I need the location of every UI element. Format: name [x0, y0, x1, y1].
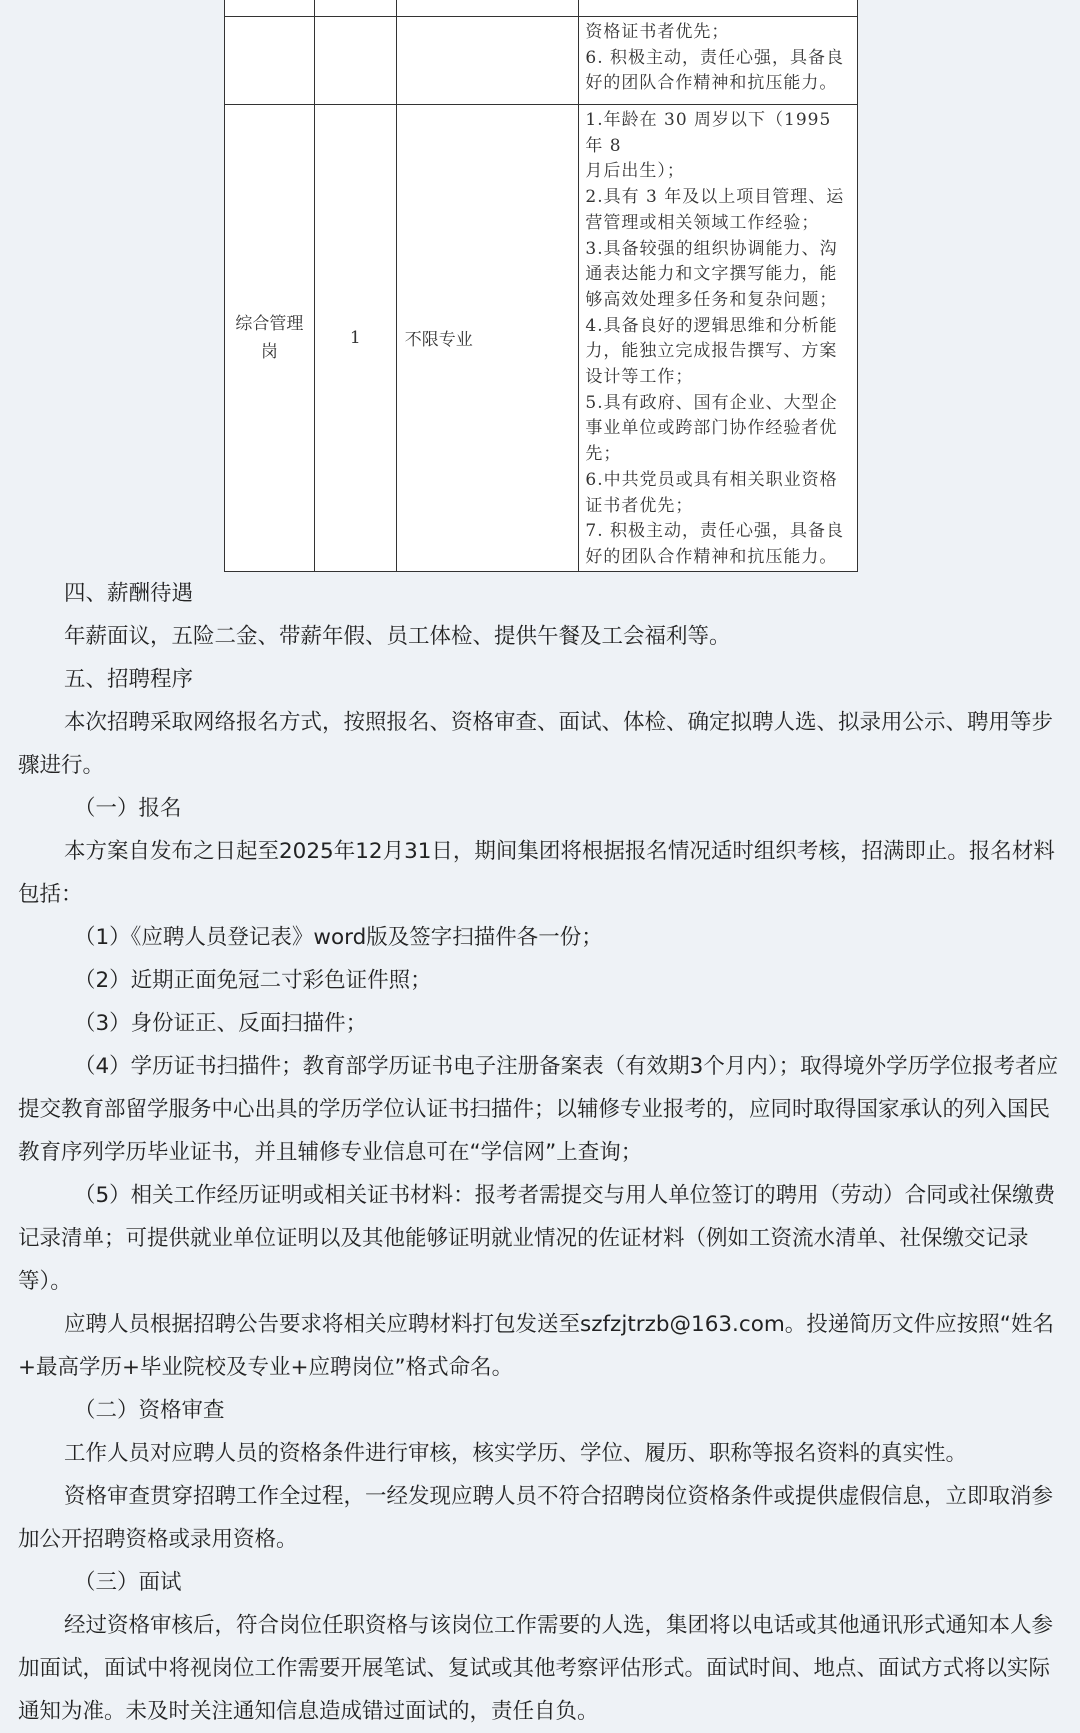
list-item: （3）身份证正、反面扫描件；	[74, 1011, 368, 1036]
paragraph: 应聘人员根据招聘公告要求将相关应聘材料打包发送至szfzjtrzb@163.com。投递简历文件应按照“姓名+最高学历+毕业院校及专业+应聘岗位”格式命名。	[18, 1312, 1054, 1380]
cell-post	[225, 17, 315, 105]
section-heading: 四、薪酬待遇	[64, 581, 194, 606]
cell-count	[314, 17, 396, 105]
paragraph: 年薪面议，五险二金、带薪年假、员工体检、提供午餐及工会福利等。	[64, 624, 731, 649]
paragraph: 本次招聘采取网络报名方式，按照报名、资格审查、面试、体检、确定拟聘人选、拟录用公示、聘用等步骤进行。	[18, 710, 1054, 778]
requirement-line: 设计等工作；	[585, 367, 694, 388]
requirement-line: 6. 积极主动，责任心强，具备良	[585, 47, 844, 68]
section-heading: 五、招聘程序	[64, 667, 194, 692]
cell-major: 不限专业	[396, 105, 579, 572]
table-row	[225, 105, 858, 572]
subsection-heading: （三）面试	[74, 1570, 182, 1595]
header-requirements	[579, 0, 858, 17]
cell-requirements	[579, 17, 858, 105]
paragraph: 工作人员对应聘人员的资格条件进行审核，核实学历、学位、履历、职称等报名资料的真实性。	[64, 1441, 968, 1466]
table-header-row	[225, 0, 858, 17]
requirement-line: 好的团队合作精神和抗压能力。	[585, 73, 838, 94]
requirement-line: 1.年龄在 30 周岁以下（1995 年 8	[585, 110, 832, 156]
requirement-line: 7. 积极主动，责任心强，具备良	[585, 521, 844, 542]
paragraph: 资格审查贯穿招聘工作全过程，一经发现应聘人员不符合招聘岗位资格条件或提供虚假信息，立即取消参加公开招聘资格或录用资格。	[18, 1484, 1054, 1552]
list-item: （2）近期正面免冠二寸彩色证件照；	[74, 968, 432, 993]
requirement-line: 先；	[585, 444, 622, 465]
post-name-line: 岗	[260, 341, 278, 362]
requirement-line: 月后出生）；	[585, 161, 685, 182]
requirement-line: 营管理或相关领域工作经验；	[585, 212, 820, 233]
paragraph: 经过资格审核后，符合岗位任职资格与该岗位工作需要的人选，集团将以电话或其他通讯形式通知本人参加面试，面试中将视岗位工作需要开展笔试、复试或其他考察评估形式。面试时间、地点、面试方式将以实际通知为准。未及时关注通知信息造成错过面试的，责任自负。	[18, 1613, 1054, 1724]
requirement-line: 2.具有 3 年及以上项目管理、运	[585, 187, 845, 208]
header-major	[396, 0, 579, 17]
requirement-line: 证书者优先；	[585, 495, 694, 516]
positions-table	[224, 0, 858, 572]
post-name-line: 综合管理	[235, 313, 304, 334]
cell-major	[396, 17, 579, 105]
subsection-heading: （二）资格审查	[74, 1398, 225, 1423]
paragraph: 本方案自发布之日起至2025年12月31日，期间集团将根据报名情况适时组织考核，招满即止。报名材料包括：	[18, 839, 1055, 907]
requirement-line: 3.具备较强的组织协调能力、沟	[585, 238, 838, 259]
requirement-line: 事业单位或跨部门协作经验者优	[585, 418, 838, 439]
list-item: （4）学历证书扫描件；教育部学历证书电子注册备案表（有效期3个月内）；取得境外学历学位报考者应提交教育部留学服务中心出具的学历学位认证书扫描件；以辅修专业报考的，应同时取得国家承认的列入国民教育序列学历毕业证书，并且辅修专业信息可在“学信网”上查询；	[18, 1054, 1059, 1165]
cell-count: 1	[314, 105, 396, 572]
cell-post	[225, 105, 315, 572]
cell-requirements	[579, 105, 858, 572]
table-row	[225, 17, 858, 105]
document-body	[18, 572, 1064, 1733]
requirement-line: 通表达能力和文字撰写能力，能	[585, 264, 838, 285]
list-item: （1）《应聘人员登记表》word版及签字扫描件各一份；	[74, 925, 603, 950]
requirement-line: 4.具备良好的逻辑思维和分析能	[585, 315, 838, 336]
header-count	[314, 0, 396, 17]
requirement-line: 5.具有政府、国有企业、大型企	[585, 392, 838, 413]
requirement-line: 力，能独立完成报告撰写、方案	[585, 341, 838, 362]
header-post	[225, 0, 315, 17]
subsection-heading: （一）报名	[74, 796, 182, 821]
requirement-line: 6.中共党员或具有相关职业资格	[585, 469, 838, 490]
list-item: （5）相关工作经历证明或相关证书材料：报考者需提交与用人单位签订的聘用（劳动）合同或社保缴费记录清单；可提供就业单位证明以及其他能够证明就业情况的佐证材料（例如工资流水清单、社保缴交记录等）。	[18, 1183, 1056, 1294]
requirement-line: 好的团队合作精神和抗压能力。	[585, 546, 838, 567]
requirement-line: 够高效处理多任务和复杂问题；	[585, 289, 838, 310]
requirement-line: 资格证书者优先；	[585, 22, 730, 42]
